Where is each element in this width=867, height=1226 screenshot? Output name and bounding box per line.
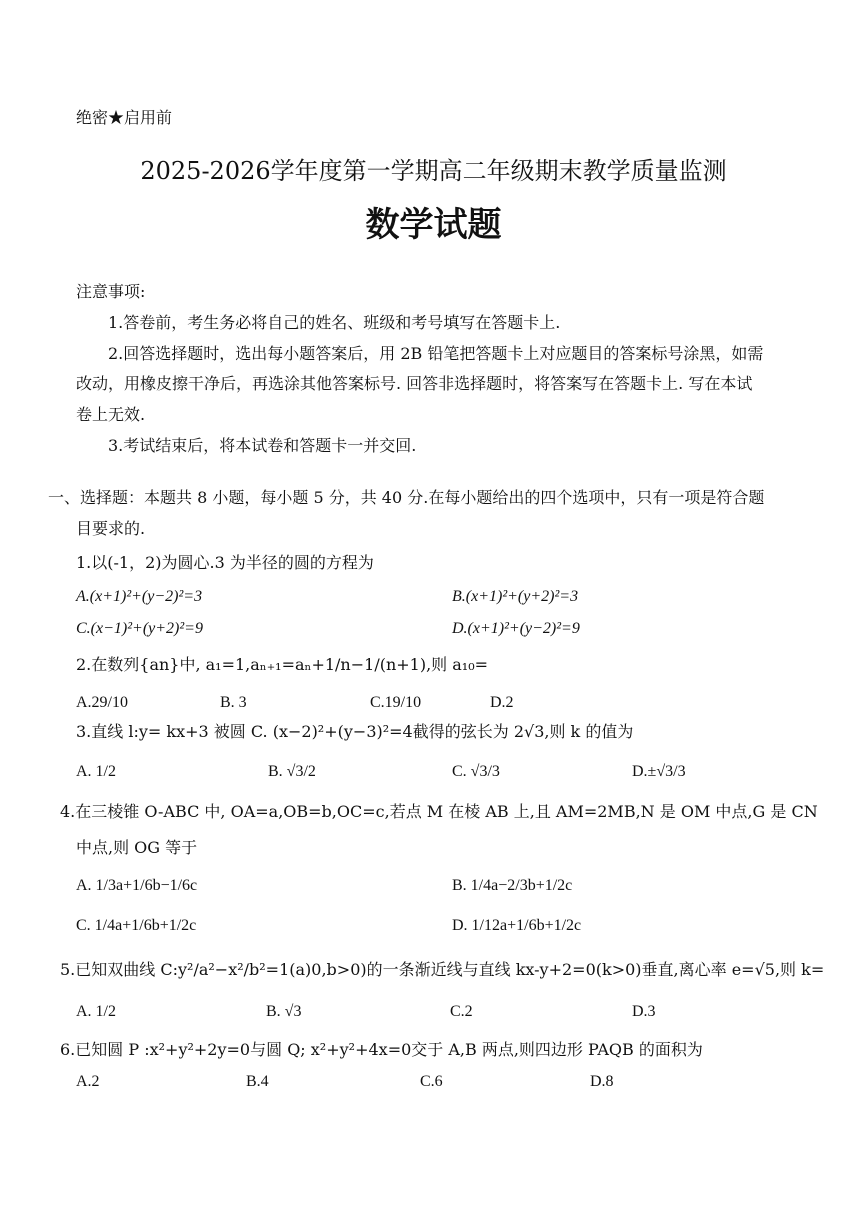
q3-option-d: D.±√3/3 — [632, 763, 686, 780]
q4-option-b: B. 1/4a−2/3b+1/2c — [452, 877, 573, 894]
q4-option-d: D. 1/12a+1/6b+1/2c — [452, 917, 582, 934]
q4-stem-line-2: 中点,则 OG 等于 — [76, 838, 198, 857]
q3-option-c: C. √3/3 — [452, 763, 500, 780]
q3-option-a: A. 1/2 — [76, 763, 116, 780]
q5-option-c: C.2 — [450, 1003, 473, 1020]
section-1-line-2: 目要求的. — [76, 519, 146, 538]
q6-option-c: C.6 — [420, 1073, 443, 1090]
q1-option-c: C.(x−1)²+(y+2)²=9 — [76, 620, 203, 637]
q3-stem: 3.直线 l:y= kx+3 被圆 C. (x−2)²+(y−3)²=4截得的弦长为 2√3,则 k 的值为 — [76, 722, 634, 741]
q3-option-b: B. √3/2 — [268, 763, 316, 780]
q6-stem: 6.已知圆 P :x²+y²+2y=0与圆 Q; x²+y²+4x=0交于 A,B 两点,则四边形 PAQB 的面积为 — [60, 1040, 703, 1059]
q1-option-d: D.(x+1)²+(y−2)²=9 — [452, 620, 580, 637]
q4-option-a: A. 1/3a+1/6b−1/6c — [76, 877, 198, 894]
q2-option-d: D.2 — [490, 694, 514, 711]
q2-option-c: C.19/10 — [370, 694, 422, 711]
note-2-line-1: 2.回答选择题时，选出每小题答案后，用 2B 铅笔把答题卡上对应题目的答案标号涂黑，如需 — [108, 344, 764, 363]
q1-option-a: A.(x+1)²+(y−2)²=3 — [76, 588, 203, 605]
q5-stem: 5.已知双曲线 C:y²/a²−x²/b²=1(a)0,b>0)的一条渐近线与直线 kx-y+2=0(k>0)垂直,离心率 e=√5,则 k= — [60, 960, 825, 979]
q6-option-d: D.8 — [590, 1073, 614, 1090]
q5-option-a: A. 1/2 — [76, 1003, 116, 1020]
q2-stem: 2.在数列{an}中, a₁=1,aₙ₊₁=aₙ+1/n−1/(n+1),则 a₁₀= — [76, 655, 489, 674]
note-2-line-2: 改动，用橡皮擦干净后，再选涂其他答案标号. 回答非选择题时，将答案写在答题卡上. 写在本试 — [76, 374, 753, 393]
q5-option-b: B. √3 — [266, 1003, 302, 1020]
q6-option-b: B.4 — [246, 1073, 269, 1090]
q1-option-b: B.(x+1)²+(y+2)²=3 — [452, 588, 579, 605]
exam-title: 2025-2026学年度第一学期高二年级期末教学质量监测 — [140, 157, 727, 185]
note-2-line-3: 卷上无效. — [76, 405, 146, 424]
note-3: 3.考试结束后，将本试卷和答题卡一并交回. — [108, 436, 417, 455]
subject-title: 数学试题 — [365, 205, 502, 245]
q2-option-b: B. 3 — [220, 694, 247, 711]
q2-option-a: A.29/10 — [76, 694, 128, 711]
secret-label: 绝密★启用前 — [76, 108, 173, 127]
q5-option-d: D.3 — [632, 1003, 656, 1020]
notes-heading: 注意事项: — [76, 282, 146, 301]
note-1: 1.答卷前，考生务必将自己的姓名、班级和考号填写在答题卡上. — [108, 313, 561, 332]
q1-stem: 1.以(-1，2)为圆心.3 为半径的圆的方程为 — [76, 553, 374, 572]
q4-stem-line-1: 4.在三棱锥 O-ABC 中, OA=a,OB=b,OC=c,若点 M 在棱 AB 上,且 AM=2MB,N 是 OM 中点,G 是 CN — [60, 802, 818, 821]
q6-option-a: A.2 — [76, 1073, 100, 1090]
section-1-line-1: 一、选择题：本题共 8 小题，每小题 5 分，共 40 分.在每小题给出的四个选项中，只有一项是符合题 — [48, 488, 765, 507]
q4-option-c: C. 1/4a+1/6b+1/2c — [76, 917, 197, 934]
